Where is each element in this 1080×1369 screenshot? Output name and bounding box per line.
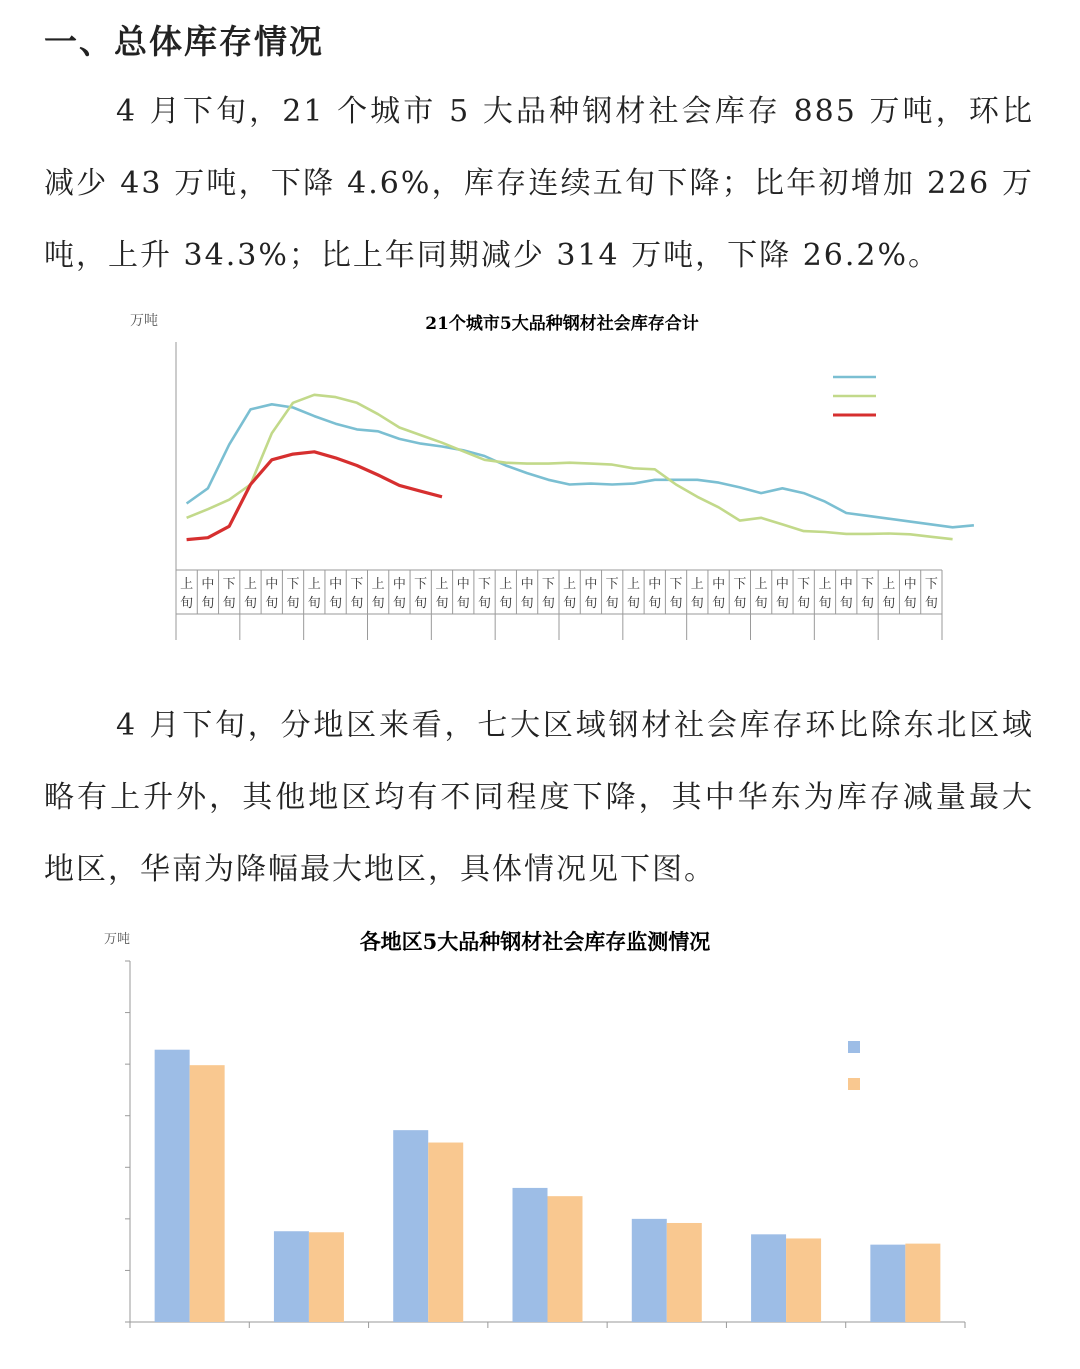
chart2-bar-prev-华东 xyxy=(155,1050,190,1322)
chart1-x-sub-label: 旬 xyxy=(265,596,279,611)
chart1-x-sub-label: 旬 xyxy=(775,596,789,611)
chart1-x-sub-label: 旬 xyxy=(563,596,577,611)
chart1-x-sub-label: 中 xyxy=(712,577,726,592)
chart2-bar-curr-东北 xyxy=(905,1244,940,1322)
chart1-x-sub-label: 旬 xyxy=(797,596,811,611)
chart2-bar-prev-华中 xyxy=(274,1231,309,1322)
chart1-x-sub-label: 中 xyxy=(775,577,789,592)
chart2-bar-prev-西南 xyxy=(513,1188,548,1322)
chart1-x-sub-label: 旬 xyxy=(435,596,449,611)
chart1-x-sub-label: 上 xyxy=(307,577,321,592)
chart2-bar-curr-华北 xyxy=(667,1223,702,1322)
chart1-x-sub-label: 中 xyxy=(456,577,470,592)
chart1-x-sub-label: 旬 xyxy=(903,596,917,611)
chart1-x-sub-label: 旬 xyxy=(392,596,406,611)
chart1-x-sub-label: 中 xyxy=(584,577,598,592)
chart1-y-unit: 万吨 xyxy=(130,313,158,329)
chart1-x-sub-label: 旬 xyxy=(350,596,364,611)
chart1-x-sub-label: 下 xyxy=(605,577,619,592)
chart1-x-sub-label: 上 xyxy=(818,577,832,592)
chart1-x-sub-label: 旬 xyxy=(371,596,385,611)
chart1-x-sub-label: 中 xyxy=(648,577,662,592)
chart1-x-sub-label: 下 xyxy=(414,577,428,592)
chart1-x-sub-label: 下 xyxy=(797,577,811,592)
chart2-legend-swatch xyxy=(848,1078,860,1090)
chart1-x-sub-label: 旬 xyxy=(861,596,875,611)
chart1-x-sub-label: 中 xyxy=(903,577,917,592)
chart2-bar-prev-华北 xyxy=(632,1219,667,1322)
chart1-x-sub-label: 下 xyxy=(222,577,236,592)
chart1-x-sub-label: 旬 xyxy=(222,596,236,611)
chart1-x-sub-label: 中 xyxy=(265,577,279,592)
chart2-legend-swatch xyxy=(848,1041,860,1053)
chart1-x-sub-label: 旬 xyxy=(329,596,343,611)
chart1-x-sub-label: 下 xyxy=(541,577,555,592)
regional-inventory-bar-chart xyxy=(0,918,1080,1369)
chart1-x-sub-label: 旬 xyxy=(605,596,619,611)
chart1-x-sub-label: 旬 xyxy=(180,596,194,611)
chart1-x-sub-label: 旬 xyxy=(456,596,470,611)
chart1-x-sub-label: 旬 xyxy=(414,596,428,611)
total-inventory-line-chart xyxy=(0,300,1080,645)
chart1-x-sub-label: 上 xyxy=(690,577,704,592)
chart2-bar-curr-华南 xyxy=(428,1143,463,1322)
chart1-x-sub-label: 旬 xyxy=(541,596,555,611)
chart1-x-sub-label: 旬 xyxy=(243,596,257,611)
chart1-x-sub-label: 中 xyxy=(839,577,853,592)
chart1-x-sub-label: 下 xyxy=(478,577,492,592)
chart1-x-sub-label: 上 xyxy=(882,577,896,592)
chart1-x-sub-label: 下 xyxy=(350,577,364,592)
chart1-x-sub-label: 旬 xyxy=(882,596,896,611)
chart1-series-line-2025年 xyxy=(187,452,442,540)
chart1-x-sub-label: 旬 xyxy=(520,596,534,611)
chart1-x-sub-label: 下 xyxy=(924,577,938,592)
chart1-x-sub-label: 中 xyxy=(392,577,406,592)
chart2-bar-prev-东北 xyxy=(870,1245,905,1322)
chart2-bar-curr-华中 xyxy=(309,1232,344,1322)
chart1-x-sub-label: 旬 xyxy=(754,596,768,611)
chart2-bar-prev-华南 xyxy=(393,1130,428,1322)
section-title: 一、总体库存情况 xyxy=(44,22,324,61)
chart1-x-sub-label: 旬 xyxy=(733,596,747,611)
chart1-x-sub-label: 旬 xyxy=(690,596,704,611)
chart1-x-sub-label: 旬 xyxy=(307,596,321,611)
chart1-x-sub-label: 下 xyxy=(669,577,683,592)
chart1-x-sub-label: 上 xyxy=(435,577,449,592)
chart1-x-sub-label: 旬 xyxy=(924,596,938,611)
chart1-series-line-2023年 xyxy=(187,404,974,527)
chart2-title: 各地区5大品种钢材社会库存监测情况 xyxy=(359,929,711,954)
chart2-bar-curr-西北 xyxy=(786,1238,821,1322)
chart1-x-sub-label: 上 xyxy=(180,577,194,592)
chart2-bar-curr-华东 xyxy=(190,1065,225,1322)
chart1-x-sub-label: 上 xyxy=(243,577,257,592)
chart1-x-sub-label: 中 xyxy=(201,577,215,592)
chart1-x-sub-label: 中 xyxy=(329,577,343,592)
chart1-x-sub-label: 旬 xyxy=(478,596,492,611)
chart1-x-sub-label: 旬 xyxy=(839,596,853,611)
chart1-x-sub-label: 旬 xyxy=(626,596,640,611)
chart1-x-sub-label: 上 xyxy=(563,577,577,592)
chart1-x-sub-label: 上 xyxy=(499,577,513,592)
chart1-x-sub-label: 上 xyxy=(754,577,768,592)
summary-paragraph: 4 月下旬，21 个城市 5 大品种钢材社会库存 885 万吨，环比减少 43 万吨，下降 4.6%，库存连续五旬下降；比年初增加 226 万吨，上升 34.3%；比上年同期减少 314 万吨，下降 26.2%。 xyxy=(44,94,1034,273)
chart1-x-sub-label: 旬 xyxy=(648,596,662,611)
chart1-x-sub-label: 中 xyxy=(520,577,534,592)
chart2-bar-prev-西北 xyxy=(751,1234,786,1322)
chart1-x-sub-label: 旬 xyxy=(201,596,215,611)
chart1-x-sub-label: 上 xyxy=(371,577,385,592)
chart1-x-sub-label: 上 xyxy=(626,577,640,592)
chart1-x-sub-label: 下 xyxy=(861,577,875,592)
regional-paragraph: 4 月下旬，分地区来看，七大区域钢材社会库存环比除东北区域略有上升外，其他地区均有不同程度下降，其中华东为库存减量最大地区，华南为降幅最大地区，具体情况见下图。 xyxy=(44,708,1034,887)
chart1-x-sub-label: 下 xyxy=(733,577,747,592)
chart2-bar-curr-西南 xyxy=(548,1196,583,1322)
chart1-x-sub-label: 旬 xyxy=(286,596,300,611)
chart2-y-unit: 万吨 xyxy=(103,932,131,947)
chart1-x-sub-label: 下 xyxy=(286,577,300,592)
chart1-x-sub-label: 旬 xyxy=(499,596,513,611)
chart1-x-sub-label: 旬 xyxy=(584,596,598,611)
chart1-x-sub-label: 旬 xyxy=(669,596,683,611)
chart1-x-sub-label: 旬 xyxy=(818,596,832,611)
chart1-title: 21个城市5大品种钢材社会库存合计 xyxy=(425,314,699,334)
chart1-x-sub-label: 旬 xyxy=(712,596,726,611)
